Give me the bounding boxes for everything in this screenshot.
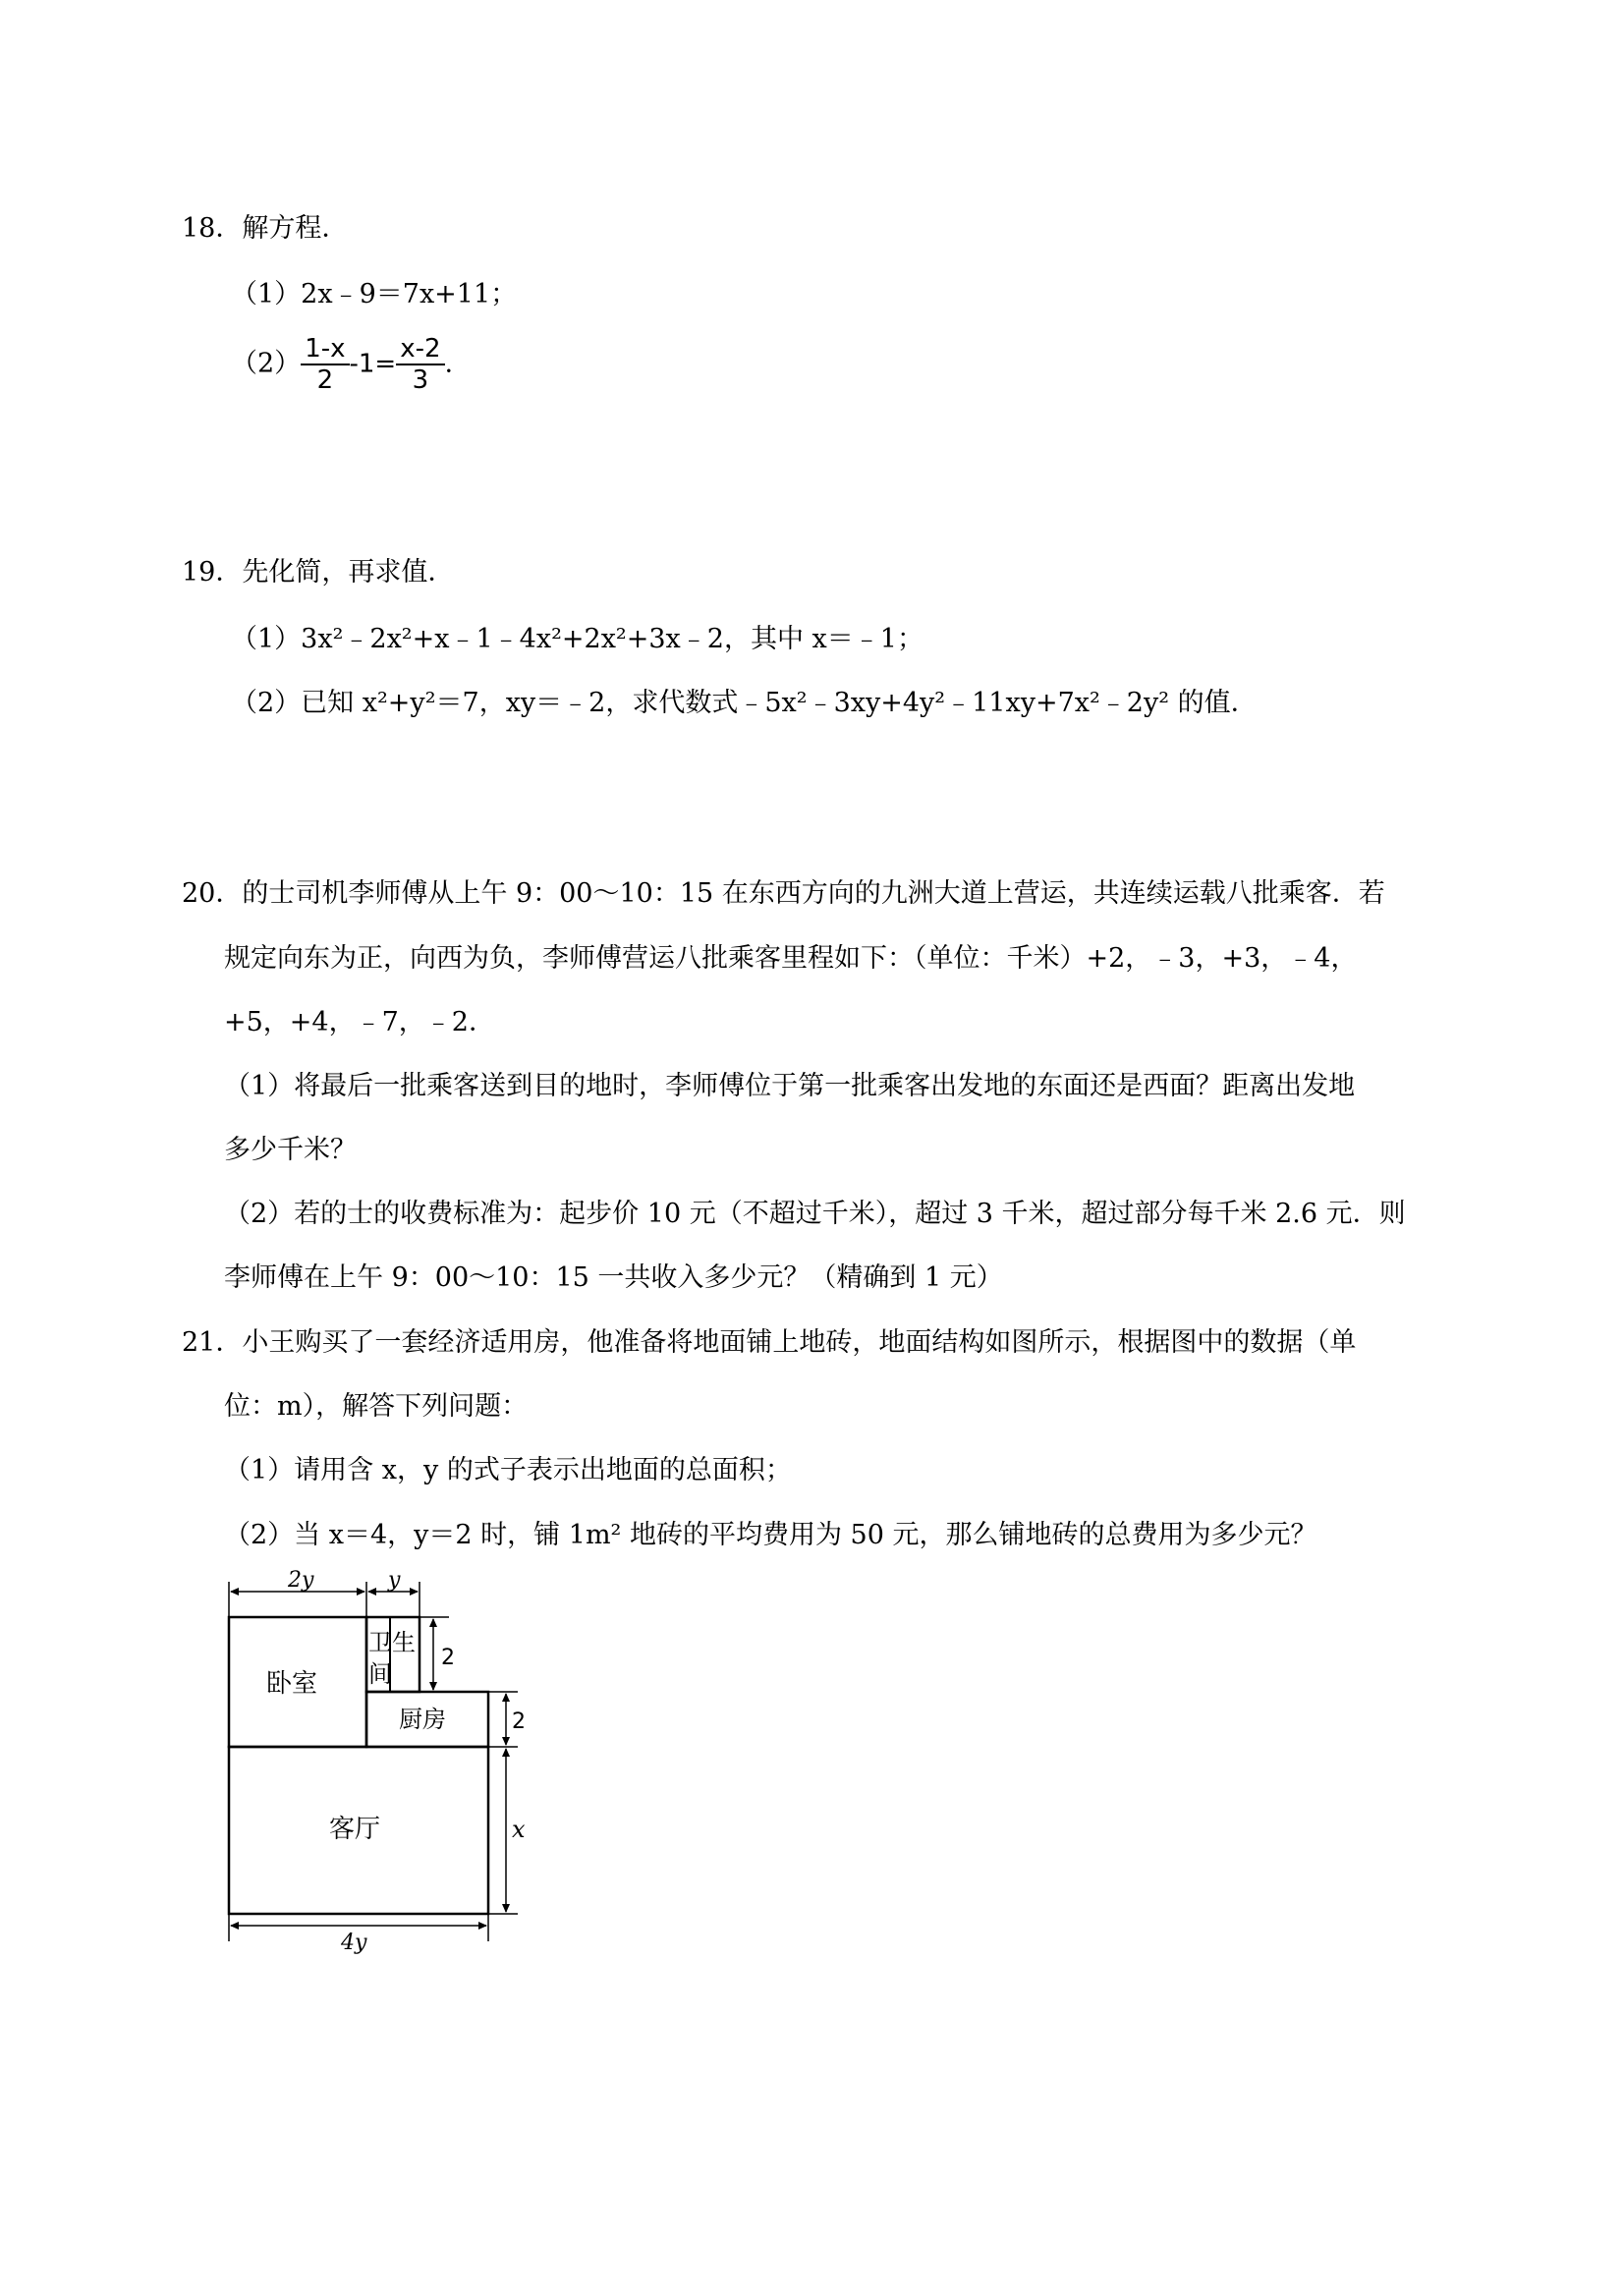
q20-line1: 20．的士司机李师傅从上午 9：00～10：15 在东西方向的九洲大道上营运，共连续运载八批乘客．若 xyxy=(182,878,1385,909)
q21-line2: 位：m），解答下列问题： xyxy=(224,1391,529,1422)
q18-part2-prefix: （2） xyxy=(231,348,302,379)
kitchen-label: 厨房 xyxy=(399,1706,446,1733)
bathroom-label-line1: 卫生 xyxy=(368,1629,416,1656)
fraction-1-denominator: 2 xyxy=(316,365,334,395)
q18-part2-end: . xyxy=(444,348,454,379)
fraction-2-numerator: x-2 xyxy=(396,334,444,365)
fraction-1 xyxy=(301,334,349,395)
fraction-1-numerator: 1-x xyxy=(301,334,349,365)
dimension-kitchen-label: 2 xyxy=(512,1709,526,1734)
living-room-label: 客厅 xyxy=(329,1815,381,1844)
q19-part2: （2）已知 x²+y²＝7，xy＝﹣2，求代数式﹣5x²﹣3xy+4y²﹣11xy+7x²﹣2y² 的值． xyxy=(231,688,1258,718)
floor-plan-diagram xyxy=(221,1570,545,1958)
dimension-y-label: y xyxy=(388,1570,401,1593)
fraction-2-denominator: 3 xyxy=(412,365,429,395)
q18-title: 18．解方程． xyxy=(182,213,349,244)
q18-part2 xyxy=(231,334,453,395)
bathroom-label-line2: 间 xyxy=(368,1660,392,1688)
q20-part2-line2: 李师傅在上午 9：00～10：15 一共收入多少元？（精确到 1 元） xyxy=(224,1262,1003,1293)
dimension-4y-label: 4y xyxy=(341,1931,367,1955)
q20-part1-line2: 多少千米？ xyxy=(224,1135,357,1165)
bedroom-label: 卧室 xyxy=(266,1669,318,1699)
q20-line2: 规定向东为正，向西为负，李师傅营运八批乘客里程如下：（单位：千米）+2，﹣3，+3，﹣4， xyxy=(224,943,1358,974)
q19-title: 19．先化简，再求值． xyxy=(182,557,455,588)
q21-part2: （2）当 x＝4，y＝2 时，铺 1m² 地砖的平均费用为 50 元，那么铺地砖的总费用为多少元？ xyxy=(224,1520,1317,1550)
dimension-2y-label: 2y xyxy=(288,1570,314,1593)
q20-part2-line1: （2）若的士的收费标准为：起步价 10 元（不超过千米），超过 3 千米，超过部分每千米 2.6 元．则 xyxy=(224,1199,1406,1229)
fraction-2 xyxy=(396,334,444,395)
dimension-x-label: x xyxy=(512,1816,526,1843)
q19-part1: （1）3x²﹣2x²+x﹣1﹣4x²+2x²+3x﹣2，其中 x＝﹣1； xyxy=(231,624,923,654)
q21-line1: 21．小王购买了一套经济适用房，他准备将地面铺上地砖，地面结构如图所示，根据图中的数据（单 xyxy=(182,1327,1357,1358)
q20-part1-line1: （1）将最后一批乘客送到目的地时，李师傅位于第一批乘客出发地的东面还是西面？距离出发地 xyxy=(224,1071,1356,1101)
q18-part2-middle: -1= xyxy=(349,349,397,379)
q20-line3: +5，+4，﹣7，﹣2． xyxy=(224,1007,495,1037)
q21-part1: （1）请用含 x，y 的式子表示出地面的总面积； xyxy=(224,1455,792,1485)
dimension-bathroom-label: 2 xyxy=(441,1646,455,1670)
q18-part1: （1）2x﹣9＝7x+11； xyxy=(231,279,518,309)
